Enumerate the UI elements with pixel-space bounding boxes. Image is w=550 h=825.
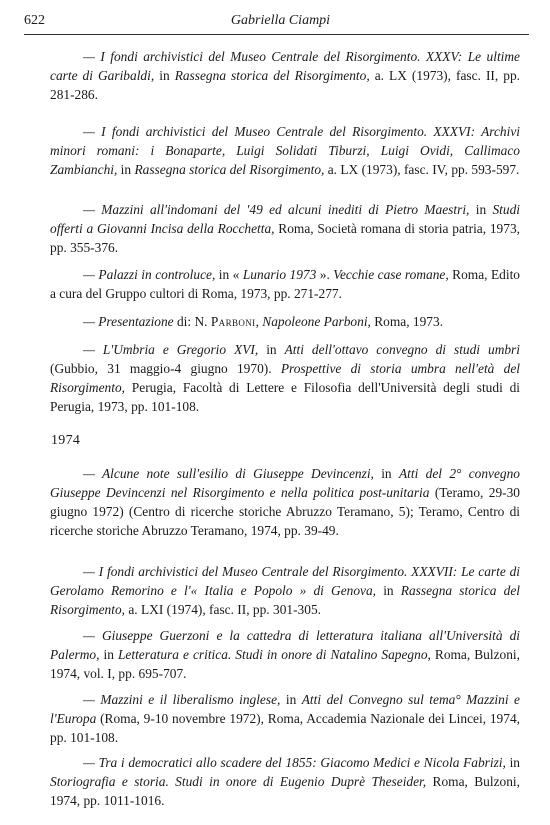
entry-title: — L'Umbria e Gregorio XVI, (83, 342, 259, 357)
entry-title: — Mazzini e il liberalismo inglese, (83, 692, 281, 707)
entry-details: a. LXI (1974), fasc. II, pp. 301-305. (125, 602, 321, 617)
entry-title: — Mazzini all'indomani del '49 ed alcuni inediti di Pietro Maestri, (83, 202, 470, 217)
bibliography-entry (50, 47, 520, 104)
page-number: 622 (24, 13, 45, 28)
entry-subtitle: Vecchie case romane, (333, 267, 449, 282)
entry-text: in (99, 647, 118, 662)
bibliography-entry (50, 312, 520, 331)
entry-source: Atti del 2° convegno Giuseppe Devincenzi nel Risorgimento e nella politica post-unitaria (50, 466, 520, 500)
entry-details: a. LX (1973), fasc. II, pp. 281-286. (50, 68, 521, 102)
entry-text: , (255, 314, 263, 329)
entry-source: Storiografia e storia. Studi in onore di Eugenio Duprè Theseider, (50, 774, 427, 789)
entry-source: Studi offerti a Giovanni Incisa della Rocchetta, (50, 202, 520, 236)
entry-details: Roma, Società romana di storia patria, 1973, pp. 355-376. (50, 221, 520, 255)
bibliography-entry (50, 265, 520, 303)
entry-details: Perugia, Facoltà di Lettere e Filosofia dell'Università degli studi di Perugia, 1973, pp. 101-108. (50, 380, 520, 414)
entry-text: in « (215, 267, 243, 282)
entry-details: Roma, Edito a cura del Gruppo cultori di Roma, 1973, pp. 271-277. (50, 267, 520, 301)
running-head: Gabriella Ciampi (230, 13, 331, 28)
entry-source: Letteratura e critica. Studi in onore di Natalino Sapegno, (117, 647, 431, 662)
entry-text: in (280, 692, 302, 707)
entry-text: in (258, 342, 285, 357)
bibliography-entry (50, 690, 520, 747)
entry-title: — Alcune note sull'esilio di Giuseppe Devincenzi, (83, 466, 374, 481)
entry-source: Atti del Convegno sul tema° Mazzini e l'Europa (50, 692, 520, 726)
entry-title: — Presentazione (83, 314, 174, 329)
entry-details: Roma, Bulzoni, 1974, vol. I, pp. 695-707. (50, 647, 520, 681)
entry-title: — Giuseppe Guerzoni e la cattedra di letteratura italiana all'Università di Palermo, (50, 628, 520, 662)
year-heading: 1974 (51, 433, 81, 448)
entry-text: (Gubbio, 31 maggio-4 giugno 1970). (50, 361, 281, 376)
entry-text: di: N. (173, 314, 211, 329)
bibliography-entry (50, 340, 520, 416)
entry-text: ». (316, 267, 334, 282)
bibliography-entry (50, 464, 520, 540)
entry-details: Roma, 1973. (370, 314, 444, 329)
bibliography-entry (50, 562, 520, 619)
entry-author: Parboni (210, 314, 256, 329)
entry-subtitle: Prospettive di storia umbra nell'età del Risorgimento, (50, 361, 520, 395)
entry-text: in (373, 466, 399, 481)
entry-details: (Roma, 9-10 novembre 1972), Roma, Accademia Nazionale dei Lincei, 1974, pp. 101-108. (50, 711, 520, 745)
bibliography-entry (50, 200, 520, 257)
entry-details: (Teramo, 29-30 giugno 1972) (Centro di ricerche storiche Abruzzo Teramano, 5); Teramo, Centro di ricerche storiche Abruzzo Teramano, 1974, pp. 39-49. (50, 485, 521, 538)
entry-source: Atti dell'ottavo convegno di studi umbri (284, 342, 520, 357)
entry-title: — I fondi archivistici del Museo Centrale del Risorgimento. XXXV: Le ultime carte di Garibaldi, (50, 49, 520, 83)
entry-text: in (505, 755, 520, 770)
entry-text: in (469, 202, 493, 217)
entry-details: a. LX (1973), fasc. IV, pp. 593-597. (324, 162, 520, 177)
entry-source: Rassegna storica del Risorgimento, (134, 162, 325, 177)
bibliography-entry (50, 753, 520, 810)
header-rule (24, 34, 529, 35)
entry-text: in (154, 68, 175, 83)
entry-title: — Tra i democratici allo scadere del 1855: Giacomo Medici e Nicola Fabrizi, (83, 755, 506, 770)
entry-details: Roma, Bulzoni, 1974, pp. 1011-1016. (50, 774, 521, 808)
entry-source: Napoleone Parboni, (262, 314, 371, 329)
entry-text: in (376, 583, 401, 598)
entry-text: in (117, 162, 135, 177)
entry-title: — Palazzi in controluce, (83, 267, 216, 282)
entry-title: — I fondi archivistici del Museo Centrale del Risorgimento. XXXVII: Le carte di Gerolamo Remorino e l'« Italia e Popolo » di Genova, (50, 564, 520, 598)
entry-source: Rassegna storica del Risorgimento, (50, 583, 520, 617)
page-header (24, 10, 529, 34)
entry-source: Rassegna storica del Risorgimento, (174, 68, 370, 83)
entry-source: Lunario 1973 (242, 267, 317, 282)
bibliography-entry (50, 122, 520, 179)
entry-title: — I fondi archivistici del Museo Centrale del Risorgimento. XXXVI: Archivi minori romani: i Bonaparte, Luigi Solidati Tiburzi, Luigi Ovidi, Callimaco Zambianchi, (50, 124, 520, 177)
bibliography-entry (50, 626, 520, 683)
